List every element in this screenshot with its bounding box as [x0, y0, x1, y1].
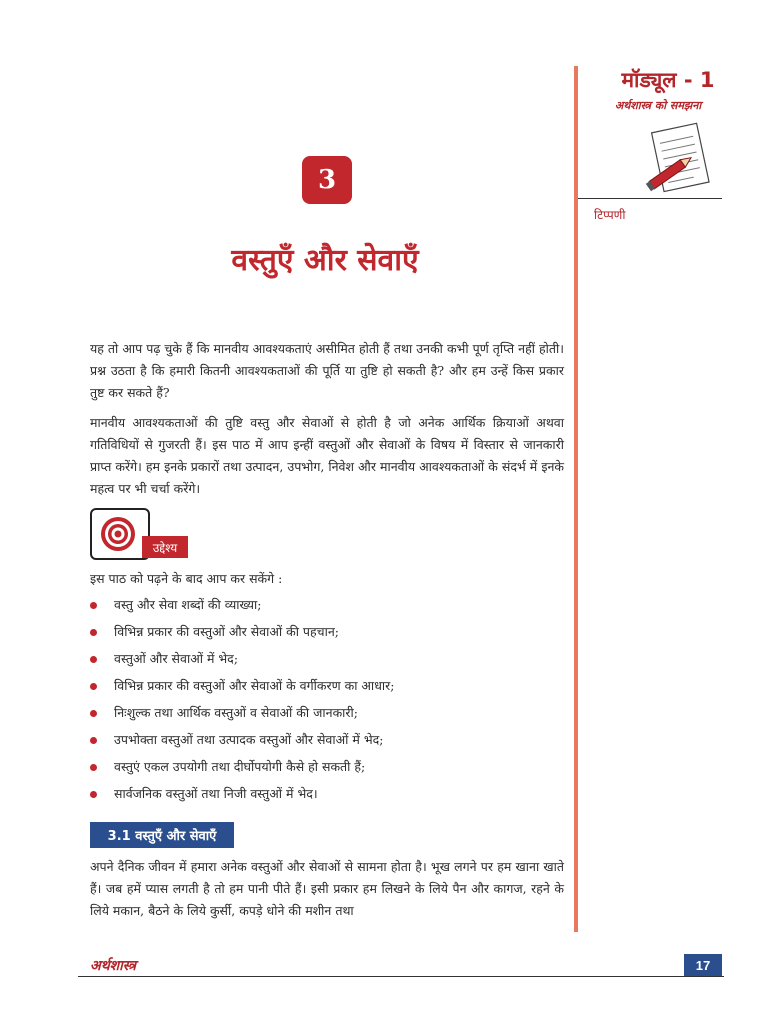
objectives-intro: इस पाठ को पढ़ने के बाद आप कर सकेंगे : — [90, 571, 283, 586]
chapter-number: 3 — [302, 156, 352, 204]
notes-label: टिप्पणी — [594, 208, 626, 222]
footer-subject: अर्थशास्त्र — [90, 958, 136, 974]
page-number: 17 — [684, 954, 722, 976]
list-item — [90, 675, 564, 702]
list-item — [90, 729, 564, 756]
list-item — [90, 648, 564, 675]
bullet-icon — [90, 764, 97, 771]
chapter-title: वस्तुएँ और सेवाएँ — [231, 243, 419, 278]
bullet-icon — [90, 602, 97, 609]
objectives-list — [90, 594, 564, 810]
bullet-icon — [90, 737, 97, 744]
objective-text: उपभोक्ता वस्तुओं तथा उत्पादक वस्तुओं और सेवाओं में भेद; — [114, 732, 384, 747]
notes-divider — [578, 198, 722, 199]
list-item — [90, 621, 564, 648]
objective-text: वस्तुओं और सेवाओं में भेद; — [114, 651, 239, 666]
notes-pencil-icon — [640, 118, 716, 204]
list-item — [90, 594, 564, 621]
intro-paragraph-1: यह तो आप पढ़ चुके हैं कि मानवीय आवश्यकताएं असीमित होती हैं तथा उनकी कभी पूर्ण तृप्ति नहीं होती। प्रश्न उठता है कि हमारी कितनी आवश्यकताओं की पूर्ति या तुष्टि हो सकती है? और हम उन्हें किस प्रकार तुष्ट कर सकते हैं? — [90, 341, 564, 400]
objective-text: विभिन्न प्रकार की वस्तुओं और सेवाओं के वर्गीकरण का आधार; — [114, 678, 395, 693]
module-label: मॉड्यूल - 1 — [621, 68, 715, 92]
bullet-icon — [90, 791, 97, 798]
list-item — [90, 702, 564, 729]
bullet-icon — [90, 629, 97, 636]
module-subtitle: अर्थशास्त्र को समझना — [614, 99, 702, 112]
objective-text: सार्वजनिक वस्तुओं तथा निजी वस्तुओं में भेद। — [114, 786, 318, 801]
margin-divider — [574, 66, 578, 932]
bullet-icon — [90, 683, 97, 690]
target-icon — [90, 508, 150, 560]
objectives-label: उद्देश्य — [142, 536, 188, 558]
list-item — [90, 756, 564, 783]
objective-text: वस्तु और सेवा शब्दों की व्याख्या; — [114, 597, 262, 612]
intro-paragraph-2: मानवीय आवश्यकताओं की तुष्टि वस्तु और सेवाओं से होती है जो अनेक आर्थिक क्रियाओं अथवा गतिविधियों से गुजरती हैं। इस पाठ में आप इन्हीं वस्तुओं और सेवाओं के विषय में विस्तार से जानकारी प्राप्त करेंगे। हम इनके प्रकारों तथा उत्पादन, उपभोग, निवेश और मानवीय आवश्यकताओं के संदर्भ में इनके महत्व पर भी चर्चा करेंगे। — [90, 415, 564, 496]
bullet-icon — [90, 656, 97, 663]
bullet-icon — [90, 710, 97, 717]
list-item — [90, 783, 564, 810]
section-heading: 3.1 वस्तुएँ और सेवाएँ — [90, 822, 234, 848]
objective-text: निःशुल्क तथा आर्थिक वस्तुओं व सेवाओं की जानकारी; — [114, 705, 358, 720]
objective-text: वस्तुएं एकल उपयोगी तथा दीर्घोपयोगी कैसे हो सकती हैं; — [114, 759, 366, 774]
footer-divider — [78, 976, 724, 977]
objective-text: विभिन्न प्रकार की वस्तुओं और सेवाओं की पहचान; — [114, 624, 339, 639]
section-paragraph-1: अपने दैनिक जीवन में हमारा अनेक वस्तुओं और सेवाओं से सामना होता है। भूख लगने पर हम खाना खाते हैं। जब हमें प्यास लगती है तो हम पानी पीते हैं। इसी प्रकार हम लिखने के लिये पैन और कागज, रहने के लिये मकान, बैठने के लिये कुर्सी, कपड़े धोने की मशीन तथा — [90, 859, 564, 918]
